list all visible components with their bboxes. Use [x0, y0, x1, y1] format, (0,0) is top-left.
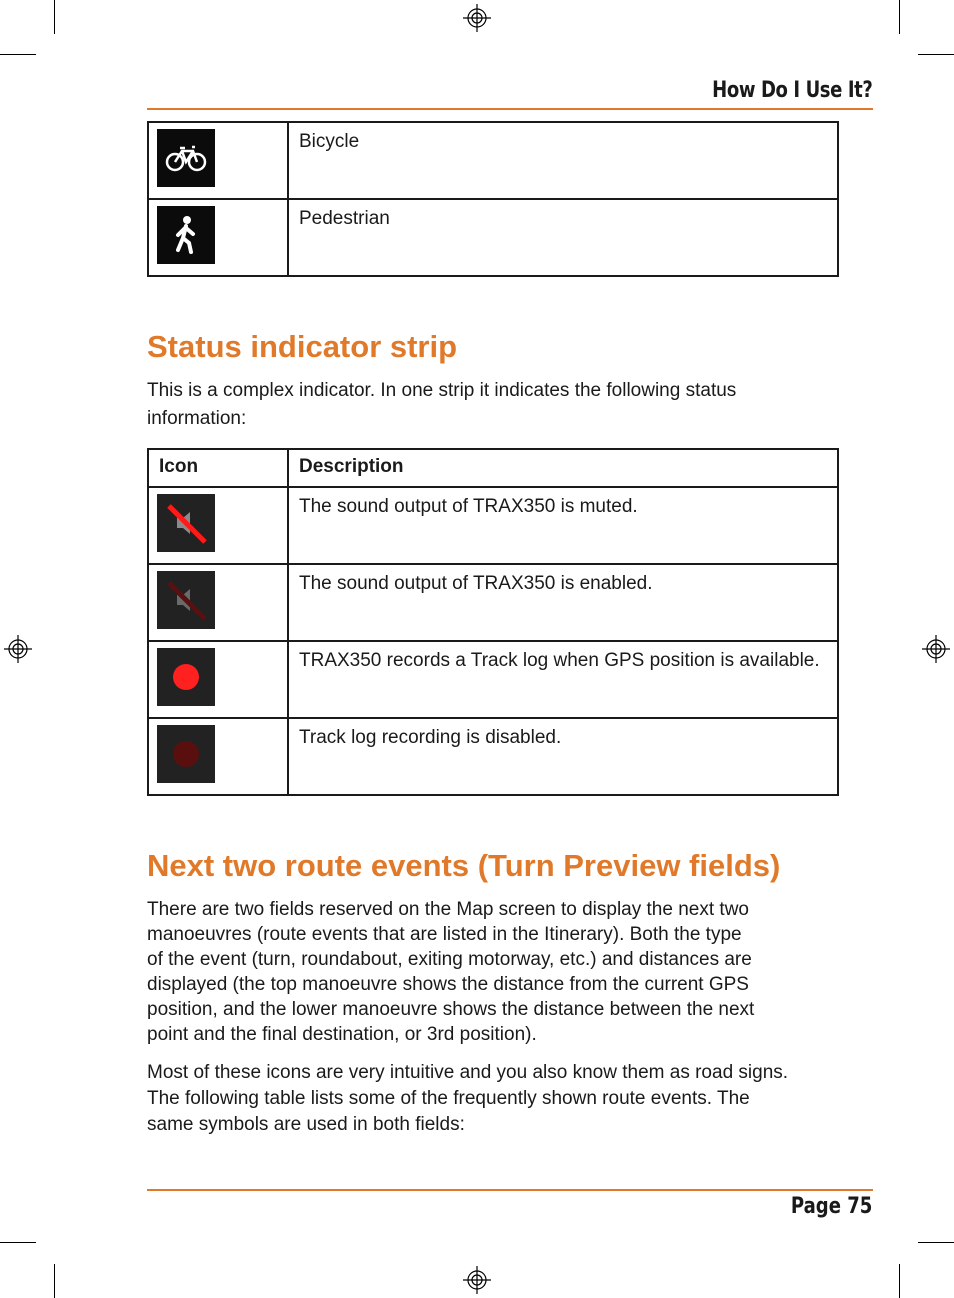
description-cell: Pedestrian — [288, 199, 838, 276]
text-line: displayed (the top manoeuvre shows the distance from the current GPS — [147, 974, 749, 995]
header-rule — [147, 108, 873, 110]
table-row — [148, 641, 838, 718]
page-number: Page 75 — [790, 1194, 872, 1219]
icon-cell — [148, 122, 288, 199]
registration-mark-icon — [463, 1266, 491, 1294]
text-line: same symbols are used in both fields: — [147, 1114, 465, 1135]
table-row — [148, 564, 838, 641]
description-cell: TRAX350 records a Track log when GPS position is available. — [288, 641, 838, 718]
crop-mark — [54, 0, 55, 34]
table-row — [148, 122, 838, 199]
text-line: position, and the lower manoeuvre shows the distance between the next — [147, 999, 755, 1020]
sound-enabled-icon — [157, 571, 215, 629]
table-row — [148, 718, 838, 795]
description-cell: The sound output of TRAX350 is enabled. — [288, 564, 838, 641]
section-heading: Status indicator strip — [147, 329, 458, 364]
text-line: Most of these icons are very intuitive and you also know them as road signs. — [147, 1062, 789, 1083]
text-line: The following table lists some of the frequently shown route events. The — [147, 1088, 750, 1109]
text-line: manoeuvres (route events that are listed in the Itinerary). Both the type — [147, 924, 742, 945]
crop-mark — [899, 1264, 900, 1298]
body-paragraph — [147, 1060, 847, 1138]
status-indicator-table — [147, 448, 839, 796]
track-log-recording-icon — [157, 648, 215, 706]
section-heading: Next two route events (Turn Preview fields) — [147, 848, 781, 883]
crop-mark — [918, 1242, 954, 1243]
sound-muted-icon — [157, 494, 215, 552]
text-line: point and the final destination, or 3rd position). — [147, 1024, 537, 1045]
page-header-title: How Do I Use It? — [711, 78, 872, 103]
crop-mark — [54, 1264, 55, 1298]
footer-rule — [147, 1189, 873, 1191]
table-row — [148, 487, 838, 564]
description-cell: The sound output of TRAX350 is muted. — [288, 487, 838, 564]
text-line: of the event (turn, roundabout, exiting motorway, etc.) and distances are — [147, 949, 752, 970]
body-paragraph — [147, 897, 847, 1047]
text-line: There are two fields reserved on the Map screen to display the next two — [147, 899, 749, 920]
intro-text: information: — [147, 408, 247, 429]
crop-mark — [918, 54, 954, 55]
registration-mark-icon — [463, 4, 491, 32]
icon-cell — [148, 487, 288, 564]
description-cell: Bicycle — [288, 122, 838, 199]
travel-mode-table — [147, 121, 839, 277]
crop-mark — [0, 1242, 36, 1243]
pedestrian-icon — [157, 206, 215, 264]
bicycle-icon — [157, 129, 215, 187]
crop-mark — [0, 54, 36, 55]
icon-cell — [148, 199, 288, 276]
table-row — [148, 199, 838, 276]
column-header-icon: Icon — [148, 449, 288, 487]
description-cell: Track log recording is disabled. — [288, 718, 838, 795]
crop-mark — [899, 0, 900, 34]
icon-cell — [148, 718, 288, 795]
icon-cell — [148, 564, 288, 641]
column-header-description: Description — [288, 449, 838, 487]
track-log-disabled-icon — [157, 725, 215, 783]
registration-mark-icon — [4, 635, 32, 663]
intro-text: This is a complex indicator. In one strip it indicates the following status — [147, 380, 737, 401]
table-header-row — [148, 449, 838, 487]
registration-mark-icon — [922, 635, 950, 663]
icon-cell — [148, 641, 288, 718]
